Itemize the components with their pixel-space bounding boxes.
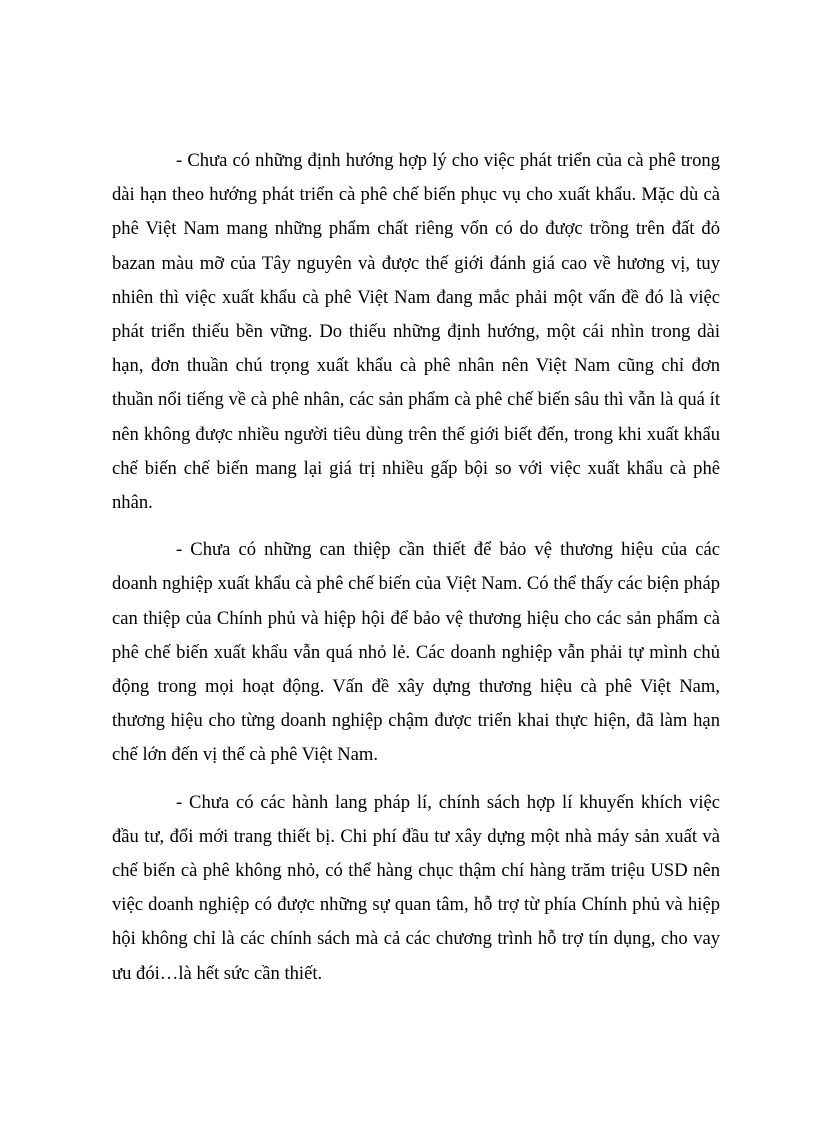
document-body [112, 144, 720, 991]
paragraph-brand-protection: - Chưa có những can thiệp cần thiết để bảo vệ thương hiệu của các doanh nghiệp xuất khẩu cà phê chế biến của Việt Nam. Có thể thấy các biện pháp can thiệp của Chính phủ và hiệp hội để bảo vệ thương hiệu cho các sản phẩm cà phê chế biến xuất khẩu vẫn quá nhỏ lẻ. Các doanh nghiệp vẫn phải tự mình chủ động trong mọi hoạt động. Vấn đề xây dựng thương hiệu cà phê Việt Nam, thương hiệu cho từng doanh nghiệp chậm được triển khai thực hiện, đã làm hạn chế lớn đến vị thế cà phê Việt Nam. [112, 539, 720, 766]
paragraph-legal-framework: - Chưa có các hành lang pháp lí, chính sách hợp lí khuyến khích việc đầu tư, đổi mới trang thiết bị. Chi phí đầu tư xây dựng một nhà máy sản xuất và chế biến cà phê không nhỏ, có thể hàng chục thậm chí hàng trăm triệu USD nên việc doanh nghiệp có được những sự quan tâm, hỗ trợ từ phía Chính phủ và hiệp hội không chỉ là các chính sách mà cả các chương trình hỗ trợ tín dụng, cho vay ưu đói…là hết sức cần thiết. [112, 791, 720, 984]
paragraph-processing-orientation: - Chưa có những định hướng hợp lý cho việc phát triển của cà phê trong dài hạn theo hướng phát triển cà phê chế biến phục vụ cho xuất khẩu. Mặc dù cà phê Việt Nam mang những phẩm chất riêng vốn có do được trồng trên đất đỏ bazan màu mỡ của Tây nguyên và được thế giới đánh giá cao về hương vị, tuy nhiên thì việc xuất khẩu cà phê Việt Nam đang mắc phải một vấn đề đó là việc phát triển thiếu bền vững. Do thiếu những định hướng, một cái nhìn trong dài hạn, đơn thuần chú trọng xuất khẩu cà phê nhân nên Việt Nam cũng chỉ đơn thuần nổi tiếng về cà phê nhân, các sản phẩm cà phê chế biến sâu thì vẫn là quá ít nên không được nhiều người tiêu dùng trên thế giới biết đến, trong khi xuất khẩu chế biến chế biến mang lại giá trị nhiều gấp bội so với việc xuất khẩu cà phê nhân. [112, 150, 720, 514]
